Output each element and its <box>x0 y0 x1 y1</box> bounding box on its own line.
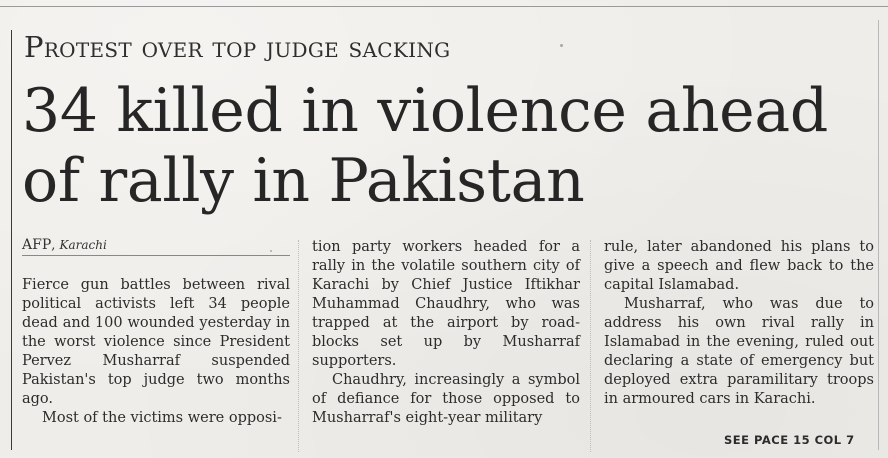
left-column-rule <box>11 30 12 450</box>
paragraph: Fierce gun battles between rival political activists left 34 people dead and 100 wounded yesterday in the worst violence since President Pervez Musharraf suspended Pakistan's top judge two months ago. <box>22 277 290 407</box>
byline-agency: AFP <box>22 237 52 253</box>
paragraph: tion party workers headed for a rally in the volatile southern city of Karachi by Chief Justice Iftikhar Muhammad Chaudhry, who was trapped at the airport by road-blocks set up by Musharraf supporters. <box>312 239 580 369</box>
jump-line: SEE PACE 15 COL 7 <box>724 433 855 447</box>
byline-location: Karachi <box>59 238 107 252</box>
article-column-2 <box>312 238 580 428</box>
paragraph: rule, later abandoned his plans to give a speech and flew back to the capital Islamabad. <box>604 239 874 293</box>
article-headline: 34 killed in violence ahead of rally in Pakistan <box>22 76 828 216</box>
article-kicker: Protest over top judge sacking <box>24 30 451 64</box>
paper-speck <box>270 250 272 252</box>
paragraph: Chaudhry, increasingly a symbol of defiance for those opposed to Musharraf's eight-year military <box>312 372 580 426</box>
top-rule <box>0 6 888 7</box>
paragraph: Musharraf, who was due to address his own rival rally in Islamabad in the evening, ruled out declaring a state of emergency but deployed extra paramilitary troops in armoured cars in Karachi. <box>604 296 874 407</box>
right-edge-rule <box>878 20 879 450</box>
byline: AFP, Karachi <box>22 237 290 256</box>
paragraph: Most of the victims were opposi- <box>42 410 282 426</box>
column-divider <box>298 240 299 452</box>
article-column-3 <box>604 238 874 409</box>
column-divider <box>590 240 591 452</box>
paper-speck <box>560 44 563 47</box>
article-column-1 <box>22 276 290 428</box>
